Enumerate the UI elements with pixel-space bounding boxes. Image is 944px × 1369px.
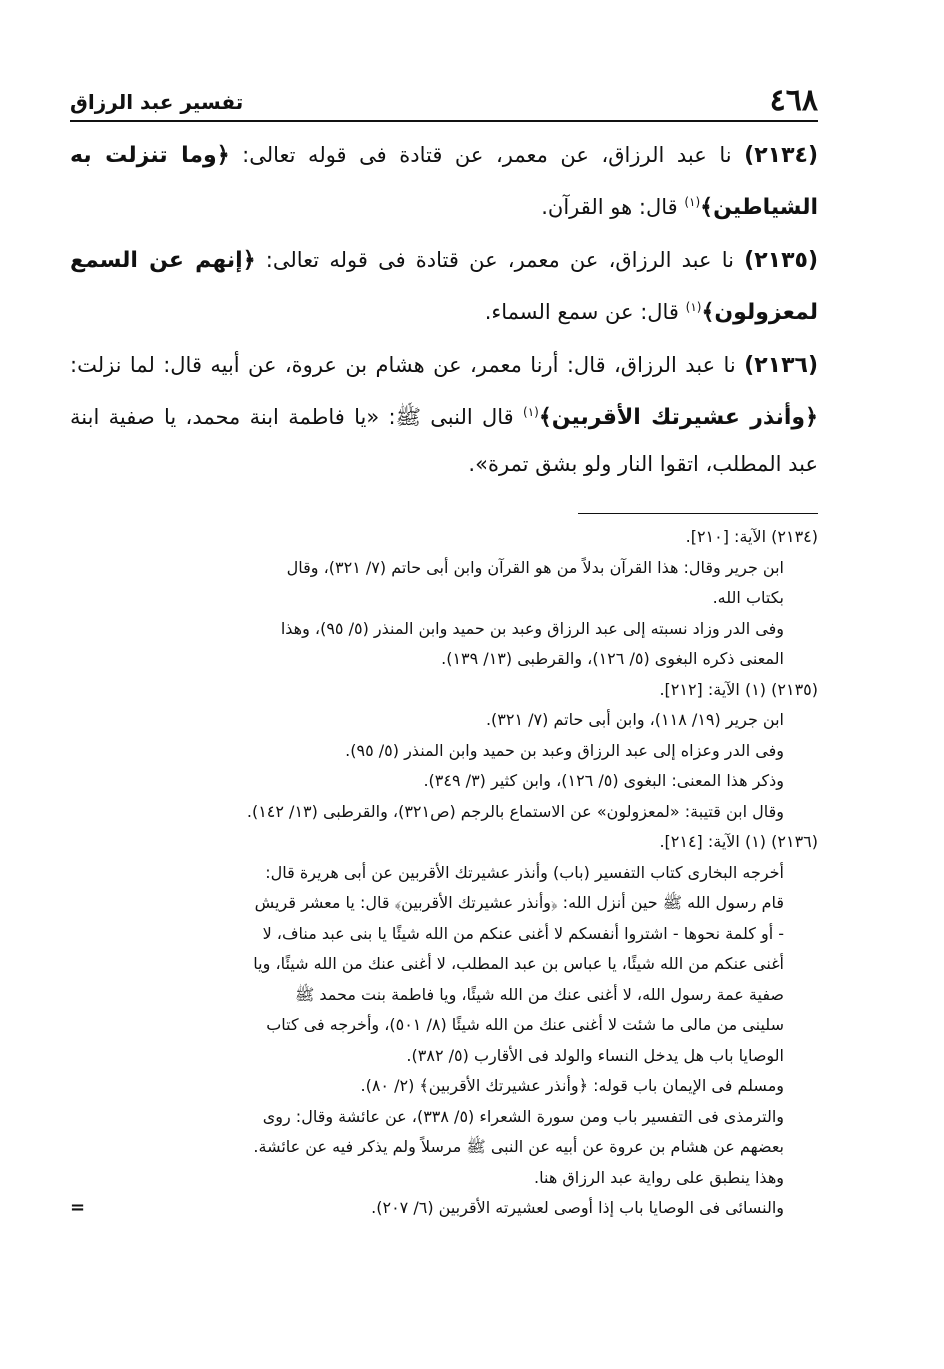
page — [70, 70, 818, 1224]
footnote-line: - أو كلمة نحوها - اشتروا أنفسكم لا أغنى عنكم من الله شيئًا يا بنى عبد مناف، لا — [262, 923, 784, 943]
quran-verse: ﴿إنهم عن السمع لمعزولون﴾ — [70, 248, 818, 325]
footnote-ref: (١) — [684, 195, 701, 209]
hadith-number: (٢١٣٥) — [744, 248, 818, 273]
quran-verse: ﴿وما تنزلت به الشياطين﴾ — [70, 143, 818, 220]
page-number: ٤٦٨ — [769, 83, 818, 118]
footnote-line: صفية عمة رسول الله، لا أغنى عنك من الله شيئًا، ويا فاطمة بنت محمد ﷺ — [294, 984, 784, 1004]
hadith-text: قال النبى ﷺ: «يا فاطمة ابنة محمد، يا صفية ابنة عبد المطلب، اتقوا النار ولو بشق تمرة». — [70, 405, 818, 476]
hadith-text: قال: هو القرآن. — [541, 195, 678, 219]
hadith-2135 — [70, 237, 818, 336]
footnotes — [70, 522, 818, 1224]
footnote-line: أغنى عنكم من الله شيئًا، يا عباس بن عبد المطلب، لا أغنى عنك من الله شيئًا، ويا — [253, 954, 784, 973]
hadith-text: قال: عن سمع السماء. — [484, 300, 679, 324]
hadith-text: نا عبد الرزاق، قال: أرنا معمر، عن هشام بن عروة، عن أبيه قال: لما نزلت: — [70, 353, 736, 377]
footnote-heading-2136: (٢١٣٦) (١) الآية: [٢١٤]. — [659, 832, 818, 851]
footnote-heading-2134: (٢١٣٤) الآية: [٢١٠]. — [685, 527, 818, 546]
footnote-ref: (١) — [685, 300, 702, 314]
footnote-line: وفى الدر وزاد نسبته إلى عبد الرزاق وعبد بن حميد وابن المنذر (٥/ ٩٥)، وهذا — [280, 618, 784, 638]
hadith-number: (٢١٣٤) — [744, 143, 818, 168]
footnote-line: ابن جرير وقال: هذا القرآن بدلاً من هو القرآن وابن أبى حاتم (٧/ ٣٢١)، وقال — [286, 557, 784, 577]
footnote-line: والترمذى فى التفسير باب ومن سورة الشعراء (٥/ ٣٣٨)، عن عائشة وقال: روى — [262, 1106, 784, 1126]
footnote-line: سلينى من مالى ما شئت لا أغنى عنك من الله شيئًا (٨/ ٥٠١)، وأخرجه فى كتاب — [266, 1015, 784, 1034]
footnote-line: بكتاب الله. — [712, 588, 784, 607]
continuation-mark: = — [70, 1197, 86, 1218]
footnote-line: وهذا ينطبق على رواية عبد الرزاق هنا. — [534, 1167, 784, 1187]
footnote-line: ومسلم فى الإيمان باب قوله: ﴿وأنذر عشيرتك الأقربين﴾ (٢/ ٨٠). — [360, 1076, 784, 1095]
hadith-text: نا عبد الرزاق، عن معمر، عن قتادة فى قوله تعالى: — [242, 143, 732, 167]
footnote-line: بعضهم عن هشام بن عروة عن أبيه عن النبى ﷺ مرسلاً ولم يذكر فيه عن عائشة. — [253, 1137, 784, 1156]
footnote-line: وقال ابن قتيبة: «لمعزولون» عن الاستماع بالرجم (ص٣٢١)، والقرطبى (١٣/ ١٤٢). — [246, 801, 784, 821]
footnote-line: الوصايا باب هل يدخل النساء والولد فى الأقارب (٥/ ٣٨٢). — [406, 1045, 784, 1065]
footnote-line: وذكر هذا المعنى: البغوى (٥/ ١٢٦)، وابن كثير (٣/ ٣٤٩). — [423, 771, 784, 790]
footnote-line: والنسائى فى الوصايا باب إذا أوصى لعشيرته الأقربين (٦/ ٢٠٧). — [371, 1198, 784, 1217]
hadith-text: نا عبد الرزاق، عن معمر، عن قتادة فى قوله تعالى: — [265, 248, 734, 272]
footnote-separator — [578, 513, 818, 514]
main-text — [70, 132, 818, 487]
quran-verse: ﴿وأنذر عشيرتك الأقربين﴾ — [538, 405, 818, 430]
footnote-line: ابن جرير (١٩/ ١١٨)، وابن أبى حاتم (٧/ ٣٢١). — [485, 710, 784, 729]
running-title: تفسير عبد الرزاق — [70, 90, 244, 114]
hadith-2136 — [70, 342, 818, 487]
footnote-last-line — [70, 1193, 784, 1224]
page-header — [70, 70, 818, 122]
footnote-line: قام رسول الله ﷺ حين أنزل الله: ﴿وأنذر عشيرتك الأقربين﴾ قال: يا معشر قريش — [254, 893, 784, 912]
footnote-heading-2135: (٢١٣٥) (١) الآية: [٢١٢]. — [659, 679, 818, 699]
hadith-2134 — [70, 132, 818, 231]
hadith-number: (٢١٣٦) — [744, 353, 818, 378]
footnote-ref: (١) — [523, 405, 539, 419]
footnote-line: المعنى ذكره البغوى (٥/ ١٢٦)، والقرطبى (١٣/ ١٣٩). — [441, 649, 784, 668]
footnote-line: وفى الدر وعزاه إلى عبد الرزاق وعبد بن حميد وابن المنذر (٥/ ٩٥). — [345, 740, 784, 760]
footnote-line: أخرجه البخارى كتاب التفسير (باب) وأنذر عشيرتك الأقربين عن أبى هريرة قال: — [265, 862, 784, 882]
